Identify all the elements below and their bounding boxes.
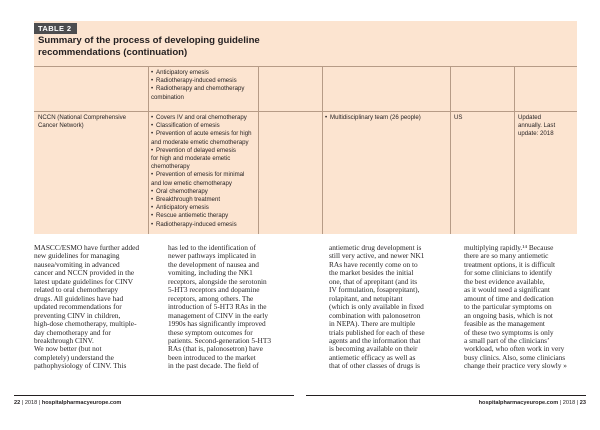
page-number: 23 (579, 400, 586, 406)
body-text-line: that of other classes of drugs is (329, 361, 420, 371)
body-text-line: antiemetic efficacy as well as (329, 352, 416, 362)
list-item-continuation: combination (151, 93, 184, 101)
list-item: • Classification of emesis (151, 122, 220, 130)
body-text-line: combination with palonosetron (329, 310, 421, 320)
body-text-line: trials published for each of these (329, 327, 425, 337)
table-row-2-update: Updated annually. Last update: 2018 (518, 114, 556, 138)
table-title-line: recommendations (continuation) (38, 46, 188, 58)
body-text-line: one, that of aprepitant (and its (329, 276, 418, 286)
body-column-2 (168, 244, 286, 394)
body-text-line: newer pathways implicated in (168, 251, 256, 261)
body-text-line: drugs. All guidelines have had (34, 293, 124, 303)
table-title (38, 35, 368, 58)
body-text-line: updated recommendations for (34, 302, 122, 312)
footer-right (479, 400, 586, 407)
body-text-line: MASCC/ESMO have further added (34, 244, 140, 252)
list-item: • Breakthrough treatment (151, 196, 221, 204)
body-text-line: receptors, alongside the serotonin (168, 276, 267, 286)
column-divider (258, 66, 259, 234)
list-item: • Prevention of acute emesis for high (151, 130, 252, 138)
summary-table (34, 21, 577, 234)
body-text-line: amount of time and dedication (464, 293, 554, 303)
list-item-continuation: and moderate emetic chemotherapy (151, 138, 249, 146)
body-text-line: IV formulation, fosaprepitant), (329, 285, 420, 295)
body-text-line: feasible as the management (464, 319, 545, 329)
body-text-line: latest update guidelines for CINV (34, 276, 134, 286)
footer-separator: | (37, 400, 42, 406)
body-text-line: the development of nausea and (168, 259, 259, 269)
body-text-line: nausea/vomiting in advanced (34, 259, 120, 269)
body-column-3 (329, 244, 447, 394)
body-text-line: pathophysiology of CINV. This (34, 361, 127, 371)
list-item-continuation: and low emetic chemotherapy (151, 179, 232, 187)
body-text-line: a small part of the clinicians’ (464, 335, 550, 345)
table-header (34, 21, 577, 66)
list-item: • Radiotherapy-induced emesis (151, 77, 237, 85)
column-divider (450, 66, 451, 234)
body-text-line: change their practice very slowly » (464, 361, 567, 371)
body-text-line: treatment options, it is difficult (464, 259, 556, 269)
list-item: • Covers IV and oral chemotherapy (151, 114, 247, 121)
list-item: • Radiotherapy and chemotherapy (151, 85, 245, 93)
table-row-2-organisation: NCCN (National Comprehensive Cancer Network) (38, 114, 127, 130)
body-text-line: of these two symptoms is only (464, 327, 554, 337)
column-divider (514, 66, 515, 234)
list-item: • Radiotherapy-induced emesis (151, 220, 237, 228)
row-divider (34, 66, 577, 67)
body-text-line: for some clinicians to identify (464, 268, 553, 278)
list-item: • Rescue antiemetic therapy (151, 212, 229, 220)
body-text-line: high-dose chemotherapy, multiple- (34, 319, 137, 329)
body-text-line: day chemotherapy and for (34, 327, 111, 337)
footer-year: 2018 (24, 400, 38, 406)
body-text-line: completely) understand the (34, 352, 114, 362)
footer-site: hospitalpharmacyeurope.com (41, 400, 122, 406)
body-text-line: RAs have recently come on to (329, 259, 418, 269)
table-row-2-criteria (151, 114, 257, 229)
table-tag: TABLE 2 (34, 23, 77, 34)
body-text-line: introduction of 5-HT3 RAs in the (168, 302, 267, 312)
list-item: • Prevention of delayed emesis (151, 146, 236, 154)
footer-year: 2018 (562, 400, 576, 406)
footer-left (14, 400, 121, 407)
footer-site: hospitalpharmacyeurope.com (478, 400, 559, 406)
body-text-line: workload, who often work in very (464, 344, 565, 354)
body-text-line: been introduced to the market (168, 352, 256, 362)
list-item: • Prevention of emesis for minimal (151, 171, 245, 179)
footer-rule-right (306, 395, 586, 396)
body-text-line: in the past decade. The field of (168, 361, 259, 371)
body-column-1 (34, 244, 152, 394)
body-text-line: to the particular symptoms on (464, 302, 552, 312)
column-divider (322, 66, 323, 234)
body-text-line: is becoming available on their (329, 344, 418, 354)
body-text-line: as it would need a significant (464, 285, 550, 295)
table-row-2-team (325, 114, 449, 122)
list-item: • Oral chemotherapy (151, 187, 208, 195)
body-text-line: busy clinics. Also, some clinicians (464, 352, 566, 362)
body-text-line: breakthrough CINV. (34, 335, 94, 345)
body-text-line: has led to the identification of (168, 244, 256, 252)
body-text-line: preventing CINV in children, (34, 310, 121, 320)
body-text-line: the best evidence available, (464, 276, 545, 286)
footer-separator: | (21, 400, 25, 406)
table-row-2-country: US (454, 114, 463, 121)
body-text-line: rolapitant, and netupitant (329, 293, 403, 303)
body-text-line: new guidelines for managing (34, 251, 120, 261)
footer-rule-left (14, 395, 294, 396)
body-text-line: cancer and NCCN provided in the (34, 268, 135, 278)
body-text-line: We now better (but not (34, 344, 102, 354)
list-item: • Anticipatory emesis (151, 204, 209, 212)
body-text-line: the market besides the initial (329, 268, 414, 278)
body-text-line: vomiting, including the NK1 (168, 268, 253, 278)
body-text-line: these symptom outcomes for (168, 327, 253, 337)
list-item-continuation: chemotherapy (151, 163, 190, 171)
list-item: • Multidisciplinary team (26 people) (325, 114, 421, 121)
body-text-line: management of CINV in the early (168, 310, 268, 320)
table-title-line: Summary of the process of developing guideline (38, 35, 260, 46)
footer-separator: | (575, 400, 580, 406)
body-text-line: still very active, and newer NK1 (329, 251, 425, 261)
body-text-line: in NEPA). There are multiple (329, 319, 416, 329)
body-text-line: an ongoing basis, which is not (464, 310, 553, 320)
list-item: • Anticipatory emesis (151, 69, 209, 76)
column-divider (148, 66, 149, 234)
body-text-line: (which is only available in fixed (329, 302, 424, 312)
body-text-line: RAs (that is, palonosetron) have (168, 344, 263, 354)
table-grid (34, 66, 577, 234)
body-text-line: patients. Second-generation 5-HT3 (168, 335, 271, 345)
list-item-continuation: for high and moderate emetic (151, 155, 231, 163)
table-row-1-criteria (151, 69, 257, 102)
body-text-line: related to oral chemotherapy (34, 285, 119, 295)
body-text-line: agents and the information that (329, 335, 421, 345)
body-text-line: multiplying rapidly.¹⁴ Because (464, 244, 554, 252)
body-text-line: there are so many antiemetic (464, 251, 549, 261)
body-text-line: antiemetic drug development is (329, 244, 422, 252)
body-column-4 (464, 244, 586, 394)
row-divider (34, 111, 577, 112)
body-text-line: receptors, among others. The (168, 293, 254, 303)
page-number: 22 (14, 400, 21, 406)
body-text-line: 5-HT3 receptors and dopamine (168, 285, 260, 295)
footer-separator: | (558, 400, 563, 406)
body-text-line: 1990s has significantly improved (168, 319, 266, 329)
